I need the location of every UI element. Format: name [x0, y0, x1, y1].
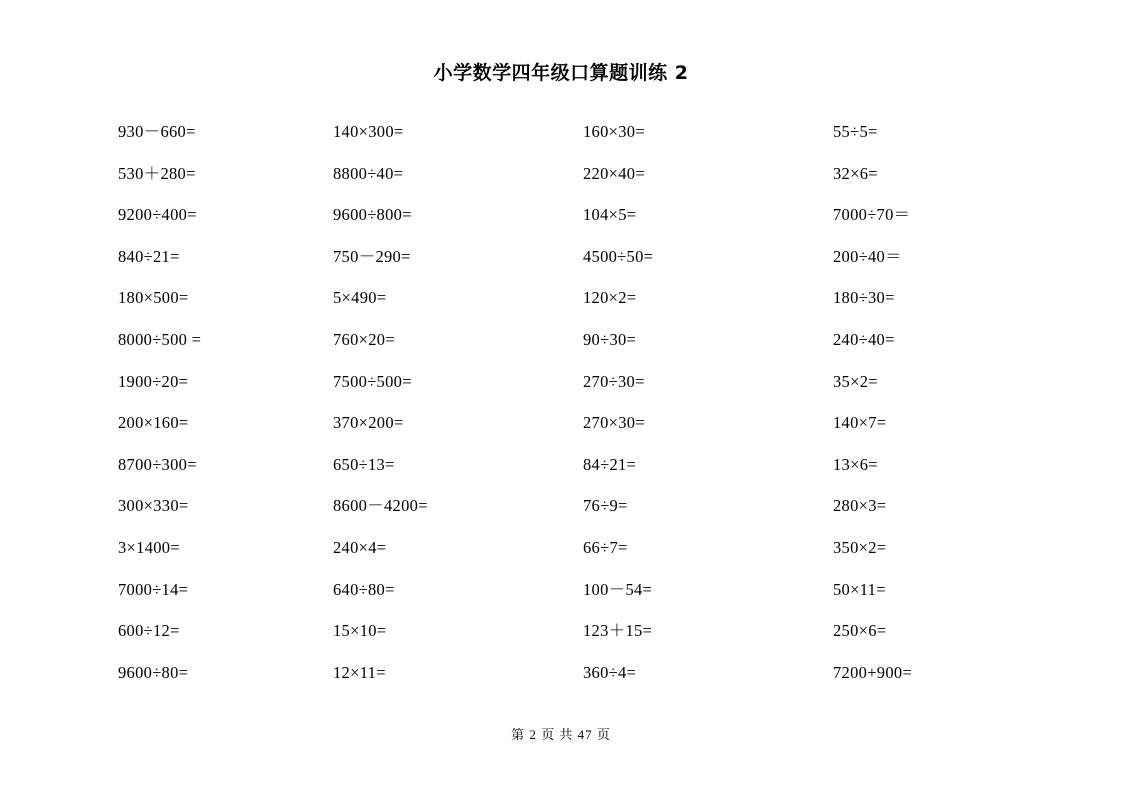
problem-cell: 7000÷14= — [118, 579, 189, 599]
problem-cell: 250×6= — [833, 621, 887, 641]
problem-cell: 1900÷20= — [118, 371, 189, 391]
problem-cell: 160×30= — [583, 122, 645, 141]
problem-cell: 50×11= — [833, 579, 886, 599]
problem-cell: 12×11= — [333, 662, 386, 682]
problem-cell: 32×6= — [833, 163, 878, 183]
problem-cell: 8600－4200= — [333, 496, 428, 516]
problem-cell: 84÷21= — [583, 454, 637, 474]
problem-cell: 350×2= — [833, 537, 887, 557]
problem-cell: 55÷5= — [833, 122, 878, 141]
problem-cell: 35×2= — [833, 371, 878, 391]
problem-cell: 8000÷500 = — [118, 329, 202, 349]
problem-cell: 750－290= — [333, 246, 411, 266]
problem-grid — [0, 111, 1122, 693]
problem-cell: 7200+900= — [833, 662, 913, 682]
problem-cell: 360÷4= — [583, 662, 637, 682]
problem-cell: 220×40= — [583, 163, 645, 183]
problem-cell: 180×500= — [118, 288, 189, 308]
problem-cell: 300×330= — [118, 496, 189, 516]
problem-cell: 370×200= — [333, 413, 404, 433]
problem-cell: 930－660= — [118, 122, 196, 141]
problem-cell: 5×490= — [333, 288, 387, 308]
problem-cell: 270÷30= — [583, 371, 645, 391]
problem-cell: 123＋15= — [583, 621, 653, 641]
problem-cell: 120×2= — [583, 288, 637, 308]
page-title: 小学数学四年级口算题训练 2 — [433, 62, 689, 84]
problem-cell: 600÷12= — [118, 621, 180, 641]
problem-cell: 280×3= — [833, 496, 887, 516]
problem-cell: 7500÷500= — [333, 371, 412, 391]
problem-cell: 180÷30= — [833, 288, 895, 308]
problem-cell: 8800÷40= — [333, 163, 404, 183]
problem-cell: 240×4= — [333, 537, 387, 557]
problem-cell: 760×20= — [333, 329, 395, 349]
problem-cell: 140×7= — [833, 413, 887, 433]
problem-cell: 9600÷80= — [118, 662, 189, 682]
problem-cell: 140×300= — [333, 122, 404, 141]
page-footer: 第 2 页 共 47 页 — [511, 727, 611, 742]
problem-cell: 4500÷50= — [583, 246, 654, 266]
problem-cell: 840÷21= — [118, 246, 180, 266]
problem-cell: 200÷40＝ — [833, 246, 902, 266]
problem-cell: 100－54= — [583, 579, 653, 599]
problem-cell: 3×1400= — [118, 537, 180, 557]
problem-cell: 15×10= — [333, 621, 387, 641]
problem-cell: 9600÷800= — [333, 205, 412, 225]
problem-cell: 66÷7= — [583, 537, 628, 557]
problem-cell: 530＋280= — [118, 163, 196, 183]
problem-cell: 650÷13= — [333, 454, 395, 474]
problem-cell: 104×5= — [583, 205, 637, 225]
problem-cell: 200×160= — [118, 413, 189, 433]
problem-cell: 8700÷300= — [118, 454, 197, 474]
problem-cell: 9200÷400= — [118, 205, 197, 225]
problem-cell: 7000÷70＝ — [833, 205, 911, 225]
problem-cell: 640÷80= — [333, 579, 395, 599]
problem-cell: 90÷30= — [583, 329, 637, 349]
problem-cell: 76÷9= — [583, 496, 628, 516]
problem-cell: 240÷40= — [833, 329, 895, 349]
problem-cell: 13×6= — [833, 454, 878, 474]
problem-cell: 270×30= — [583, 413, 645, 433]
